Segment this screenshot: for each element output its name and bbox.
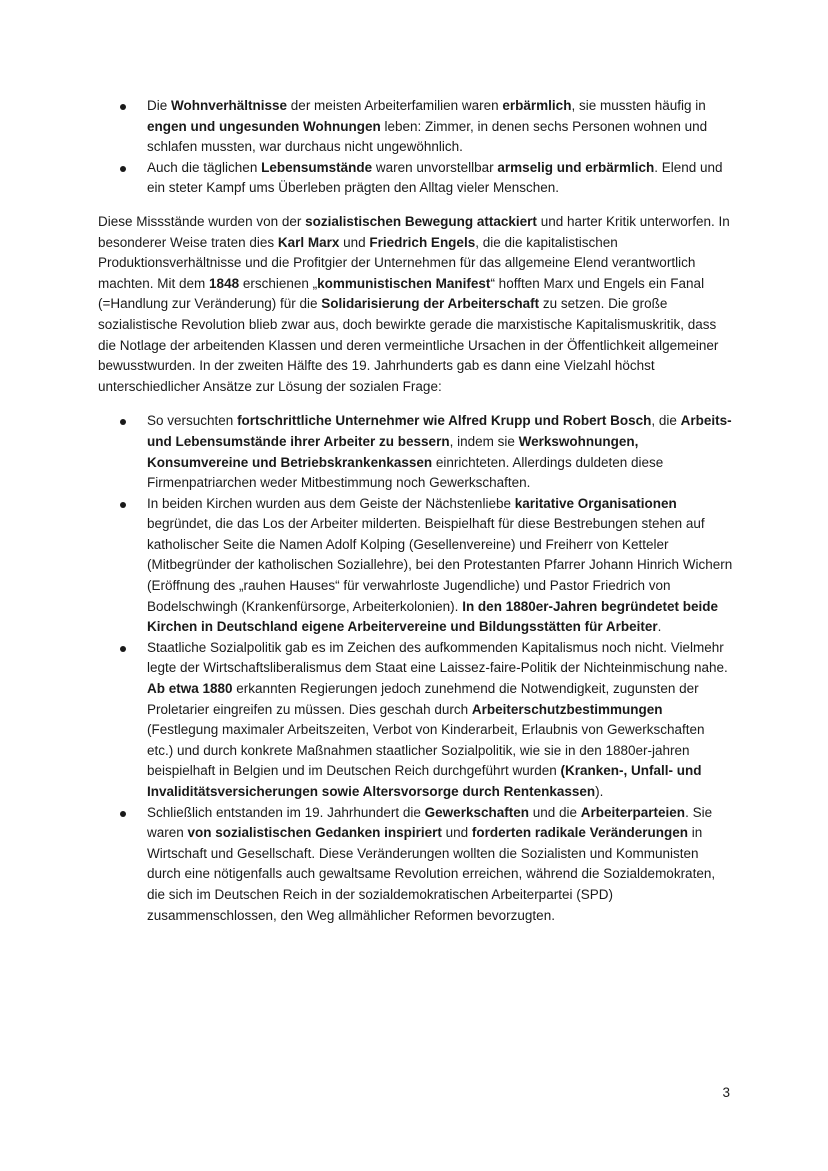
bold-text-run: Friedrich Engels xyxy=(369,234,476,250)
living-conditions-list xyxy=(98,96,734,199)
bold-text-run: sozialistischen Bewegung attackiert xyxy=(305,213,537,229)
text-run: Staatliche Sozialpolitik gab es im Zeichen des aufkommenden Kapitalismus noch nicht. Vielmehr legte der Wirtschaftsliberalismus dem Staat eine Laissez-faire-Politik der Nichteinmischung nahe. xyxy=(147,639,728,676)
text-run: Auch die täglichen xyxy=(147,159,262,175)
text-run: . Elend und ein steter Kampf ums Überleben prägten den Alltag vieler Menschen. xyxy=(147,159,723,196)
text-run: und die xyxy=(528,804,581,820)
list-item xyxy=(147,494,734,638)
solutions-list xyxy=(98,411,734,926)
text-run: und xyxy=(441,825,472,841)
bullet-icon xyxy=(120,419,126,425)
text-run: Diese Missstände wurden von der xyxy=(98,213,306,229)
text-run: der meisten Arbeiterfamilien waren xyxy=(287,98,503,113)
text-run: . Sie waren xyxy=(147,804,713,841)
text-run: zu setzen. Die große sozialistische Revolution blieb zwar aus, doch bewirkte gerade die marxistische Kapitalismuskritik, dass die Notlage der arbeitenden Klassen und deren vermeintliche Ursachen in der Öffentlichkeit allgemeiner bewusstwurden. In der zweiten Hälfte des 19. Jahrhunderts gab es dann eine Vielzahl höchst unterschiedlicher Ansätze zur Lösung der sozialen Frage: xyxy=(98,296,719,394)
text-run: erkannten Regierungen jedoch zunehmend die Notwendigkeit, zugunsten der Proletarier eingreifen zu müssen. Dies geschah durch xyxy=(147,681,699,717)
bold-text-run: erbärmlich xyxy=(502,98,572,113)
list-item xyxy=(147,96,734,158)
bullet-icon xyxy=(120,104,126,110)
text-run: In beiden Kirchen wurden aus dem Geiste der Nächstenliebe xyxy=(147,495,515,511)
bold-text-run: (Kranken-, Unfall- und Invaliditätsversicherungen sowie Altersvorsorge durch Rentenkassen xyxy=(147,763,702,799)
bold-text-run: Arbeiterparteien xyxy=(580,804,686,820)
bold-text-run: Arbeits- und Lebensumstände ihrer Arbeiter zu bessern xyxy=(147,413,732,449)
bold-text-run: Ab etwa 1880 xyxy=(147,681,233,697)
text-run: in Wirtschaft und Gesellschaft. Diese Veränderungen wollten die Sozialisten und Kommunisten durch eine nötigenfalls auch gewaltsame Revolution erreichen, während die Sozialdemokraten, die sich im Deutschen Reich in der sozialdemokratischen Arbeiterpartei (SPD) zusammenschlossen, den Weg allmählicher Reformen bevorzugten. xyxy=(147,825,716,923)
bold-text-run: Wohnverhältnisse xyxy=(171,98,288,113)
text-run: einrichteten. Allerdings duldeten diese Firmenpatriarchen weder Mitbestimmung noch Gewerkschaften. xyxy=(147,454,664,491)
text-run: (Festlegung maximaler Arbeitszeiten, Verbot von Kinderarbeit, Erlaubnis von Gewerkschaften etc.) und durch konkrete Maßnahmen staatlicher Sozialpolitik, wie sie in den 1880er-jahren beispielhaft in Belgien und im Deutschen Reich durchgeführt wurden xyxy=(147,722,705,779)
bullet-icon xyxy=(120,502,126,508)
text-run: begründet, die das Los der Arbeiter milderten. Beispielhaft für diese Bestrebungen stehen auf katholischer Seite die Namen Adolf Kolping (Gesellenvereine) und Freiherr von Ketteler (Mitbegründer der katholischen Soziallehre), bei den Protestanten Pfarrer Johann Hinrich Wichern (Eröffnung des „rauhen Hauses“ für verwahrloste Jugendliche) und Pastor Friedrich von Bodelschwingh (Krankenfürsorge, Arbeiterkolonien). xyxy=(147,516,733,614)
text-run: , die xyxy=(651,413,681,429)
bold-text-run: Gewerkschaften xyxy=(424,804,529,820)
text-run: Die xyxy=(147,98,172,113)
bullet-icon xyxy=(120,811,126,817)
text-run: “ hofften Marx und Engels ein Fanal (=Handlung zur Veränderung) für die xyxy=(98,275,705,312)
text-run: erschienen „ xyxy=(239,275,318,291)
text-run: ). xyxy=(595,784,604,799)
text-run: , sie mussten häufig in xyxy=(571,98,706,113)
bold-text-run: kommunistischen Manifest xyxy=(317,275,491,291)
list-item xyxy=(147,411,734,493)
bold-text-run: von sozialistischen Gedanken inspiriert xyxy=(187,825,442,841)
list-item xyxy=(147,803,734,927)
text-run: , indem sie xyxy=(449,433,519,449)
bold-text-run: Arbeiterschutzbestimmungen xyxy=(471,701,663,717)
bold-text-run: armselig und erbärmlich xyxy=(497,159,655,175)
bullet-icon xyxy=(120,646,126,652)
list-item xyxy=(147,158,734,199)
text-run: So versuchten xyxy=(147,413,238,429)
text-run: und xyxy=(339,234,370,250)
bold-text-run: 1848 xyxy=(209,275,240,291)
text-run: leben: Zimmer, in denen sechs Personen wohnen und schlafen mussten, war durchaus nicht ungewöhnlich. xyxy=(147,118,708,155)
bold-text-run: forderten radikale Veränderungen xyxy=(471,825,688,841)
text-run: . xyxy=(657,619,662,635)
bold-text-run: Karl Marx xyxy=(277,234,340,250)
bold-text-run: Lebensumstände xyxy=(261,159,373,175)
text-run: waren unvorstellbar xyxy=(372,159,498,175)
text-run: und harter Kritik unterworfen. In besonderer Weise traten dies xyxy=(98,213,730,250)
bold-text-run: fortschrittliche Unternehmer wie Alfred Krupp und Robert Bosch xyxy=(237,413,652,429)
text-run: , die die kapitalistischen Produktionsverhältnisse und die Profitgier der Unternehmen für das allgemeine Elend verantwortlich machten. Mit dem xyxy=(98,234,696,291)
bold-text-run: Solidarisierung der Arbeiterschaft xyxy=(321,296,540,312)
intro-paragraph xyxy=(98,212,734,397)
document-page xyxy=(98,96,734,926)
page-number: 3 xyxy=(722,1085,730,1100)
bold-text-run: In den 1880er-Jahren begründetet beide Kirchen in Deutschland eigene Arbeitervereine und Bildungsstätten für Arbeiter xyxy=(147,598,719,635)
list-item xyxy=(147,638,734,803)
bold-text-run: karitative Organisationen xyxy=(514,495,677,511)
text-run: Schließlich entstanden im 19. Jahrhundert die xyxy=(147,804,425,820)
bold-text-run: Werkswohnungen, Konsumvereine und Betriebskrankenkassen xyxy=(147,433,639,470)
bullet-icon xyxy=(120,166,126,172)
bold-text-run: engen und ungesunden Wohnungen xyxy=(147,118,381,134)
